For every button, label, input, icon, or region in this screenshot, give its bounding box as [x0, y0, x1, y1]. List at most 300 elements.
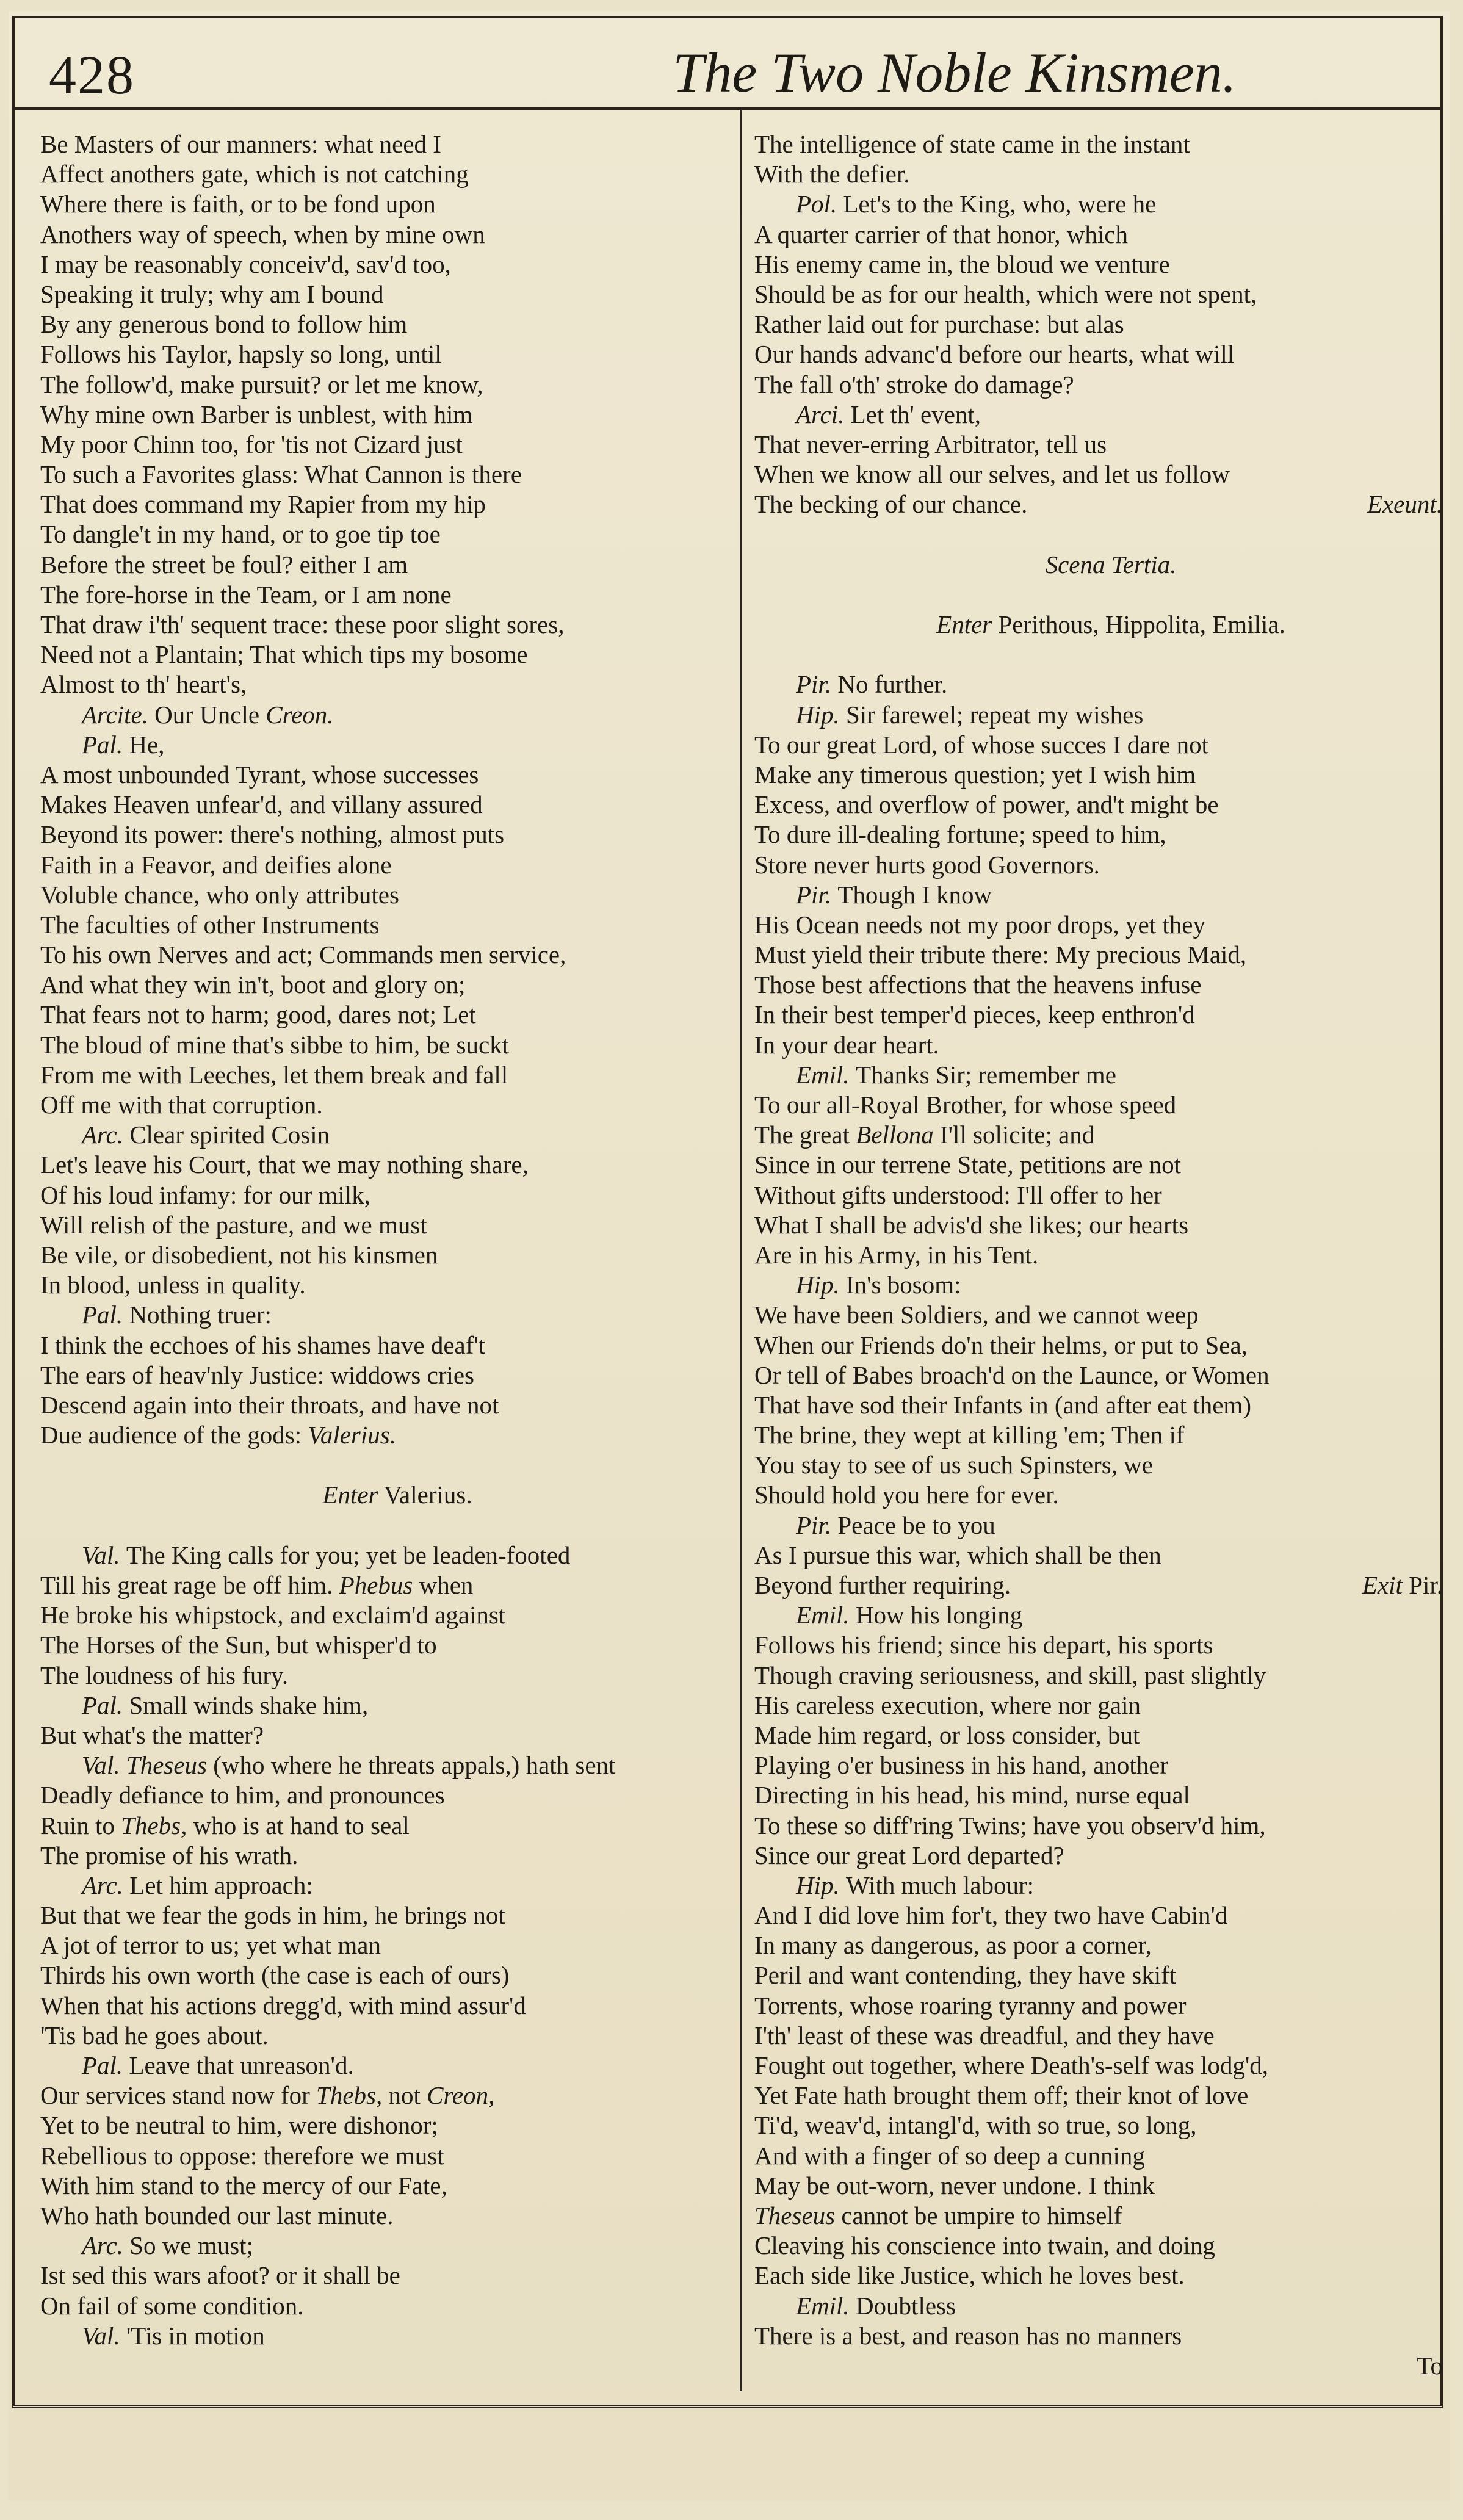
- catchword-text: To: [1417, 2351, 1443, 2380]
- verse-line: [754, 129, 1443, 159]
- verse-line: [40, 1630, 730, 1660]
- line-text: He,: [129, 730, 165, 759]
- verse-line: [40, 280, 730, 309]
- speaker-name: Pol.: [796, 190, 843, 218]
- verse-line: [754, 1991, 1443, 2021]
- blank-line: [754, 519, 1443, 549]
- line-text: The bloud of mine that's sibbe to him, be suckt: [40, 1030, 510, 1059]
- speech-line: [40, 2231, 730, 2261]
- verse-line: [40, 1360, 730, 1390]
- line-text: In many as dangerous, as poor a corner,: [754, 1931, 1152, 1960]
- line-text: Till his great rage be off him.: [40, 1571, 339, 1599]
- line-text: Yet Fate hath brought them off; their knot of love: [754, 2081, 1249, 2110]
- line-text: Clear spirited Cosin: [129, 1121, 330, 1149]
- verse-line: [40, 1210, 730, 1240]
- line-text: With the defier.: [754, 160, 910, 189]
- speaker-name: Pir.: [796, 1511, 838, 1539]
- verse-line: [754, 1960, 1443, 1990]
- line-text: As I pursue this war, which shall be then: [754, 1540, 1161, 1569]
- verse-line: [754, 1750, 1443, 1780]
- verse-line: [40, 820, 730, 850]
- verse-line: [754, 159, 1443, 189]
- line-text: A most unbounded Tyrant, whose successes: [40, 760, 479, 789]
- verse-line: [754, 970, 1443, 1000]
- line-text: Almost to th' heart's,: [40, 670, 247, 699]
- verse-line: [40, 2021, 730, 2051]
- line-text: Let th' event,: [850, 400, 981, 428]
- verse-line: [40, 1570, 730, 1600]
- stage-text: Perithous, Hippolita, Emilia.: [992, 610, 1285, 638]
- line-text: Ruin to: [40, 1811, 121, 1839]
- line-text: The ears of heav'nly Justice: widdows cries: [40, 1360, 475, 1389]
- verse-line: [40, 309, 730, 339]
- verse-line: [754, 1780, 1443, 1810]
- verse-line: [754, 309, 1443, 339]
- verse-line: [754, 1030, 1443, 1060]
- line-text: who is at hand to seal: [187, 1811, 410, 1839]
- line-text: Thanks Sir; remember me: [855, 1060, 1116, 1089]
- verse-line: [754, 1691, 1443, 1720]
- line-text: What I shall be advis'd she likes; our hearts: [754, 1210, 1189, 1239]
- exit-word: Exeunt.: [1367, 490, 1443, 519]
- verse-line: [754, 2171, 1443, 2201]
- verse-line: [40, 1930, 730, 1960]
- verse-line: [754, 430, 1443, 460]
- line-text: To these so diff'ring Twins; have you observ'd him,: [754, 1811, 1266, 1839]
- line-text: Speaking it truly; why am I bound: [40, 280, 384, 308]
- speaker-name: Hip.: [796, 1871, 846, 1899]
- line-text: Since in our terrene State, petitions are not: [754, 1150, 1182, 1179]
- italic-name: Theseus: [754, 2201, 836, 2229]
- blank-line: [40, 1450, 730, 1480]
- speech-line: [754, 1270, 1443, 1300]
- verse-line: [40, 2291, 730, 2321]
- line-text: I'th' least of these was dreadful, and they have: [754, 2021, 1215, 2049]
- scene-heading-text: Scena Tertia.: [1045, 550, 1177, 579]
- verse-line: [754, 2201, 1443, 2231]
- line-text: The King calls for you; yet be leaden-footed: [126, 1540, 571, 1569]
- verse-line: [40, 1030, 730, 1060]
- speech-line: [754, 189, 1443, 219]
- verse-line: [40, 580, 730, 610]
- line-text: In blood, unless in quality.: [40, 1271, 306, 1299]
- line-text: That never-erring Arbitrator, tell us: [754, 430, 1107, 458]
- speaker-name: Hip.: [796, 1271, 846, 1299]
- verse-line: [754, 1300, 1443, 1330]
- line-text: When that his actions dregg'd, with mind assur'd: [40, 1991, 526, 2020]
- verse-line: [40, 1090, 730, 1120]
- line-text: To our great Lord, of whose succes I dare not: [754, 730, 1208, 759]
- line-text: A jot of terror to us; yet what man: [40, 1931, 381, 1960]
- line-text: From me with Leeches, let them break and fall: [40, 1060, 508, 1089]
- verse-line: [754, 1480, 1443, 1510]
- line-text: Where there is faith, or to be fond upon: [40, 190, 436, 218]
- italic-name: Theseus: [126, 1751, 208, 1780]
- line-text: And I did love him for't, they two have Cabin'd: [754, 1901, 1228, 1930]
- speaker-name: Pal.: [82, 730, 129, 759]
- line-text: I think the ecchoes of his shames have deaf't: [40, 1330, 486, 1359]
- line-text: The follow'd, make pursuit? or let me know,: [40, 370, 483, 399]
- line-text: There is a best, and reason has no manners: [754, 2321, 1182, 2350]
- verse-line: [754, 2081, 1443, 2110]
- verse-line: [754, 1150, 1443, 1180]
- verse-line: [754, 370, 1443, 400]
- verse-line: [40, 400, 730, 430]
- verse-line: [754, 1630, 1443, 1660]
- line-text: Our hands advanc'd before our hearts, what will: [754, 340, 1235, 369]
- verse-line: [754, 730, 1443, 760]
- catchword: [754, 2351, 1443, 2381]
- verse-line: [40, 370, 730, 400]
- stage-direction: [40, 1480, 730, 1510]
- verse-line: [40, 220, 730, 250]
- line-text: Our Uncle: [154, 700, 266, 729]
- speech-line: [40, 2051, 730, 2081]
- verse-line: [754, 280, 1443, 309]
- speaker-name: Pal.: [82, 1691, 129, 1719]
- speech-line: [40, 1540, 730, 1570]
- line-text: I may be reasonably conceiv'd, sav'd too,: [40, 250, 451, 278]
- italic-name: Bellona: [856, 1121, 934, 1149]
- italic-name: Thebs,: [316, 2081, 383, 2110]
- line-text: When our Friends do'n their helms, or put to Sea,: [754, 1330, 1248, 1359]
- line-text: May be out-worn, never undone. I think: [754, 2171, 1155, 2200]
- stage-text: Valerius.: [378, 1481, 472, 1509]
- verse-line: [40, 1150, 730, 1180]
- line-text: Yet to be neutral to him, were dishonor;: [40, 2111, 438, 2140]
- line-text: The fore-horse in the Team, or I am none: [40, 580, 452, 608]
- verse-line: [754, 940, 1443, 970]
- line-text: Each side like Justice, which he loves best.: [754, 2261, 1185, 2290]
- line-text: Torrents, whose roaring tyranny and power: [754, 1991, 1187, 2020]
- line-text: The promise of his wrath.: [40, 1841, 298, 1869]
- verse-line: [40, 2261, 730, 2291]
- line-text: In their best temper'd pieces, keep enthron'd: [754, 1000, 1195, 1029]
- line-text: Beyond further requiring.: [754, 1571, 1011, 1599]
- speech-line: [40, 1120, 730, 1150]
- verse-line: [40, 1180, 730, 1210]
- line-text: Nothing truer:: [129, 1301, 272, 1329]
- line-text: The loudness of his fury.: [40, 1661, 289, 1689]
- stage-lead: Enter: [936, 610, 992, 638]
- verse-line: [40, 2081, 730, 2110]
- verse-line: [754, 2261, 1443, 2291]
- verse-line: [40, 2171, 730, 2201]
- line-text: To his own Nerves and act; Commands men service,: [40, 940, 566, 969]
- scene-heading: [754, 550, 1443, 580]
- speaker-name: Val.: [82, 2321, 126, 2350]
- line-text: not: [382, 2081, 427, 2110]
- verse-line: [40, 760, 730, 790]
- exit-word: Exit: [1362, 1571, 1403, 1599]
- verse-line: [754, 2051, 1443, 2081]
- verse-line: [754, 1090, 1443, 1120]
- verse-line: [754, 790, 1443, 820]
- verse-line: [40, 1720, 730, 1750]
- speaker-name: Hip.: [796, 700, 846, 729]
- line-text: Off me with that corruption.: [40, 1091, 323, 1119]
- line-text: Faith in a Feavor, and deifies alone: [40, 850, 392, 879]
- verse-line: [40, 1390, 730, 1420]
- line-text: His Ocean needs not my poor drops, yet they: [754, 910, 1205, 939]
- line-text: To dangle't in my hand, or to goe tip toe: [40, 520, 441, 549]
- line-text: Playing o'er business in his hand, another: [754, 1751, 1169, 1780]
- running-title: The Two Noble Kinsmen.: [673, 42, 1237, 104]
- line-text: Be Masters of our manners: what need I: [40, 130, 441, 158]
- italic-name: Creon.: [266, 700, 334, 729]
- line-text: He broke his whipstock, and exclaim'd against: [40, 1601, 506, 1630]
- verse-line: [754, 250, 1443, 280]
- line-text: Must yield their tribute there: My precious Maid,: [754, 940, 1247, 969]
- verse-line: [40, 189, 730, 219]
- blank-line: [754, 640, 1443, 670]
- column-divider: [740, 110, 742, 2391]
- speaker-name: Val.: [82, 1540, 126, 1569]
- line-text: His careless execution, where nor gain: [754, 1691, 1141, 1719]
- line-text: Let's to the King, who, were he: [843, 190, 1157, 218]
- exit-name: Pir.: [1402, 1571, 1443, 1599]
- line-text: Need not a Plantain; That which tips my bosome: [40, 640, 528, 669]
- verse-line: [40, 850, 730, 880]
- line-text: Beyond its power: there's nothing, almost puts: [40, 820, 505, 849]
- line-text: A quarter carrier of that honor, which: [754, 220, 1128, 248]
- line-text: Follows his Taylor, hapsly so long, until: [40, 340, 442, 369]
- verse-line: [40, 1420, 730, 1450]
- speech-line: [754, 400, 1443, 430]
- line-text: That does command my Rapier from my hip: [40, 490, 486, 519]
- speech-line: [754, 1511, 1443, 1540]
- line-text: Be vile, or disobedient, not his kinsmen: [40, 1240, 438, 1269]
- verse-line: [40, 519, 730, 549]
- line-text: To dure ill-dealing fortune; speed to him,: [754, 820, 1166, 849]
- line-text: Anothers way of speech, when by mine own: [40, 220, 485, 248]
- line-text: when: [413, 1571, 474, 1599]
- line-text: The becking of our chance.: [754, 490, 1028, 519]
- line-text: His enemy came in, the bloud we venture: [754, 250, 1170, 278]
- stage-direction: [754, 610, 1443, 640]
- verse-line: [754, 2231, 1443, 2261]
- italic-name: Phebus: [339, 1571, 413, 1599]
- line-text: Why mine own Barber is unblest, with him: [40, 400, 473, 428]
- speaker-name: Emil.: [796, 2291, 856, 2320]
- line-text: 'Tis in motion: [126, 2321, 265, 2350]
- line-text: In's bosom:: [846, 1271, 961, 1299]
- header-rule: [15, 107, 1440, 110]
- line-text: Are in his Army, in his Tent.: [754, 1240, 1039, 1269]
- verse-line: [754, 820, 1443, 850]
- verse-line: [40, 2141, 730, 2171]
- speaker-name: Arcite.: [82, 700, 155, 729]
- speech-line: [754, 700, 1443, 730]
- line-text: Follows his friend; since his depart, his sports: [754, 1631, 1213, 1659]
- speech-line: [40, 1300, 730, 1330]
- line-text: Made him regard, or loss consider, but: [754, 1720, 1140, 1749]
- speech-line: [754, 1871, 1443, 1901]
- line-text: Cleaving his conscience into twain, and doing: [754, 2231, 1215, 2260]
- verse-line: [754, 1450, 1443, 1480]
- line-text: Affect anothers gate, which is not catching: [40, 160, 469, 189]
- line-text: How his longing: [855, 1601, 1023, 1630]
- verse-line: [40, 2110, 730, 2140]
- italic-name: Thebs,: [121, 1811, 187, 1839]
- line-text: Our services stand now for: [40, 2081, 317, 2110]
- blank-line: [40, 1511, 730, 1540]
- verse-line: [754, 339, 1443, 369]
- line-text: Without gifts understood: I'll offer to her: [754, 1180, 1162, 1209]
- line-text: Those best affections that the heavens infuse: [754, 970, 1202, 999]
- italic-name: Creon,: [427, 2081, 495, 2110]
- verse-line: [754, 1240, 1443, 1270]
- verse-line: [40, 1240, 730, 1270]
- line-text: Leave that unreason'd.: [129, 2051, 354, 2079]
- verse-line: [40, 610, 730, 640]
- verse-line: [754, 1420, 1443, 1450]
- line-text: Should hold you here for ever.: [754, 1481, 1059, 1509]
- speech-line: [40, 1871, 730, 1901]
- verse-line: [40, 1811, 730, 1841]
- verse-line: [754, 1000, 1443, 1030]
- line-text: On fail of some condition.: [40, 2291, 304, 2320]
- verse-line: [40, 1330, 730, 1360]
- speaker-name: Arc.: [82, 2231, 130, 2260]
- verse-line: [40, 489, 730, 519]
- verse-line: [754, 1120, 1443, 1150]
- verse-line: [40, 1960, 730, 1990]
- verse-line: [754, 220, 1443, 250]
- right-column: [754, 129, 1443, 2381]
- line-text: The faculties of other Instruments: [40, 910, 380, 939]
- line-text: Peril and want contending, they have skift: [754, 1961, 1177, 1990]
- speech-line: [754, 1600, 1443, 1630]
- line-text: We have been Soldiers, and we cannot weep: [754, 1301, 1199, 1329]
- line-text: Sir farewel; repeat my wishes: [846, 700, 1144, 729]
- line-text: Will relish of the pasture, and we must: [40, 1210, 427, 1239]
- verse-line: [754, 1360, 1443, 1390]
- speech-line: [754, 670, 1443, 699]
- stage-lead: Enter: [322, 1481, 378, 1509]
- verse-line: [754, 2021, 1443, 2051]
- speech-line: [754, 2291, 1443, 2321]
- verse-line: [754, 1390, 1443, 1420]
- line-text: Fought out together, where Death's-self was lodg'd,: [754, 2051, 1269, 2079]
- verse-line: [754, 489, 1443, 519]
- blank-line: [754, 580, 1443, 610]
- line-text: Store never hurts good Governors.: [754, 850, 1100, 879]
- line-text: Of his loud infamy: for our milk,: [40, 1180, 370, 1209]
- line-text: Let him approach:: [129, 1871, 313, 1899]
- speaker-name: Arc.: [82, 1121, 130, 1149]
- verse-line: [754, 1330, 1443, 1360]
- line-text: cannot be umpire to himself: [835, 2201, 1122, 2229]
- verse-line: [754, 2141, 1443, 2171]
- line-text: That have sod their Infants in (and after eat them): [754, 1390, 1251, 1419]
- speaker-name: Pal.: [82, 2051, 129, 2079]
- verse-line: [40, 1060, 730, 1090]
- verse-line: [40, 339, 730, 369]
- line-text: And with a finger of so deep a cunning: [754, 2141, 1145, 2170]
- line-text: Before the street be foul? either I am: [40, 550, 408, 579]
- verse-line: [40, 250, 730, 280]
- line-text: Rather laid out for purchase: but alas: [754, 310, 1124, 339]
- verse-line: [40, 1000, 730, 1030]
- verse-line: [40, 1661, 730, 1691]
- line-text: Directing in his head, his mind, nurse equal: [754, 1781, 1190, 1810]
- speech-line: [754, 1060, 1443, 1090]
- speaker-name: Pir.: [796, 670, 838, 699]
- speaker-name: Val.: [82, 1751, 126, 1780]
- line-text: Though I know: [837, 880, 992, 909]
- line-text: The Horses of the Sun, but whisper'd to: [40, 1631, 437, 1659]
- line-text: (who where he threats appals,) hath sent: [207, 1751, 616, 1780]
- line-text: Deadly defiance to him, and pronounces: [40, 1781, 445, 1810]
- line-text: With much labour:: [846, 1871, 1035, 1899]
- line-text: With him stand to the mercy of our Fate,: [40, 2171, 447, 2200]
- speech-line: [40, 1691, 730, 1720]
- line-text: The great: [754, 1121, 856, 1149]
- verse-line: [754, 910, 1443, 940]
- italic-name: Valerius.: [308, 1421, 396, 1450]
- line-text: Descend again into their throats, and have not: [40, 1390, 499, 1419]
- verse-line: [40, 640, 730, 670]
- verse-line: [754, 760, 1443, 790]
- verse-line: [40, 940, 730, 970]
- verse-line: [754, 460, 1443, 489]
- verse-line: [40, 790, 730, 820]
- speech-line: [40, 2321, 730, 2351]
- verse-line: [754, 1661, 1443, 1691]
- verse-line: [40, 880, 730, 910]
- speaker-name: Arci.: [796, 400, 851, 428]
- line-text: To our all-Royal Brother, for whose speed: [754, 1091, 1177, 1119]
- verse-line: [754, 850, 1443, 880]
- verse-line: [754, 2321, 1443, 2351]
- verse-line: [754, 1930, 1443, 1960]
- verse-line: [40, 159, 730, 189]
- line-text: Makes Heaven unfear'd, and villany assured: [40, 790, 483, 819]
- verse-line: [40, 1600, 730, 1630]
- verse-line: [754, 1540, 1443, 1570]
- left-column: [40, 129, 730, 2351]
- line-text: By any generous bond to follow him: [40, 310, 408, 339]
- line-text: Voluble chance, who only attributes: [40, 880, 399, 909]
- speech-line: [754, 880, 1443, 910]
- line-text: Small winds shake him,: [129, 1691, 369, 1719]
- line-text: That draw i'th' sequent trace: these poor slight sores,: [40, 610, 565, 638]
- page-number: 428: [49, 45, 135, 106]
- line-text: Rebellious to oppose: therefore we must: [40, 2141, 444, 2170]
- line-text: And what they win in't, boot and glory on;: [40, 970, 466, 999]
- verse-line: [40, 1841, 730, 1871]
- line-text: So we must;: [129, 2231, 253, 2260]
- line-text: The intelligence of state came in the instant: [754, 130, 1190, 158]
- verse-line: [754, 1180, 1443, 1210]
- line-text: Who hath bounded our last minute.: [40, 2201, 394, 2229]
- speech-line: [40, 700, 730, 730]
- verse-line: [40, 129, 730, 159]
- exit-direction: [1362, 1570, 1443, 1600]
- line-text: Let's leave his Court, that we may nothing share,: [40, 1150, 529, 1179]
- line-text: 'Tis bad he goes about.: [40, 2021, 269, 2049]
- book-page: [9, 11, 1450, 2501]
- verse-line: [40, 460, 730, 489]
- line-text: Or tell of Babes broach'd on the Launce, or Women: [754, 1360, 1270, 1389]
- line-text: Ist sed this wars afoot? or it shall be: [40, 2261, 400, 2290]
- verse-line: [40, 1901, 730, 1930]
- verse-line: [40, 970, 730, 1000]
- verse-line: [754, 1720, 1443, 1750]
- verse-line: [754, 1901, 1443, 1930]
- verse-line: [40, 550, 730, 580]
